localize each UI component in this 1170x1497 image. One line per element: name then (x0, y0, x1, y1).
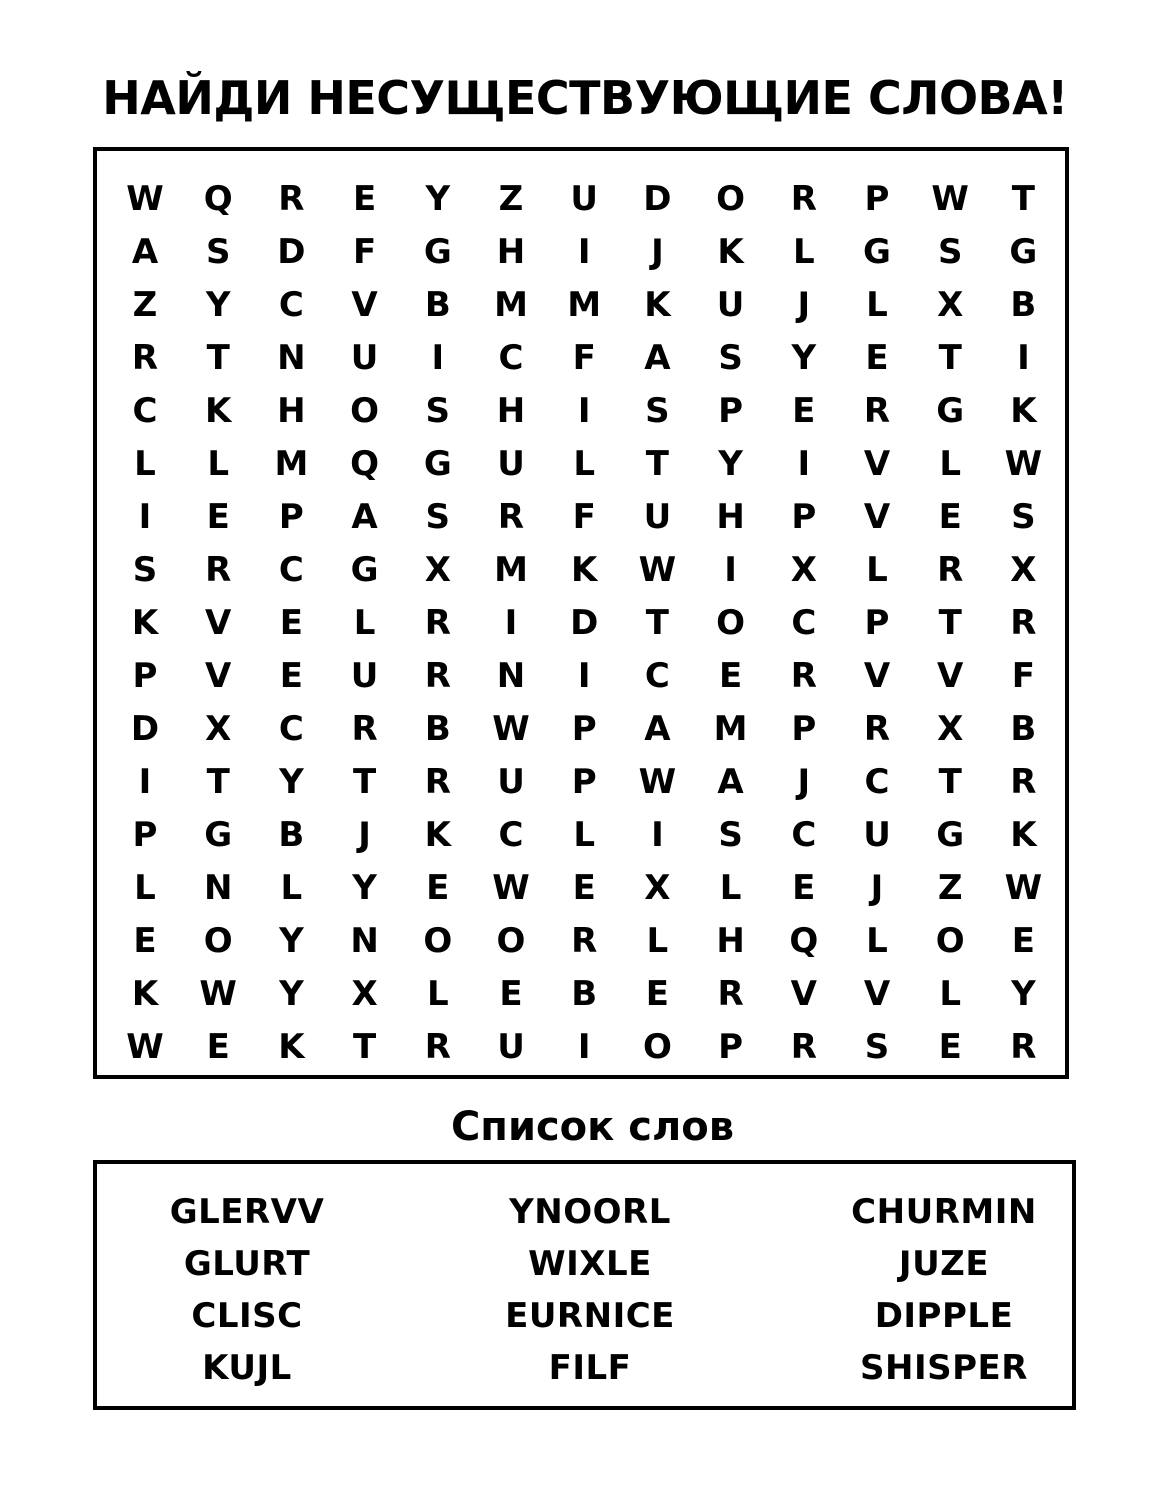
word-item: SHISPER (860, 1348, 1028, 1388)
grid-letter[interactable]: L (866, 921, 888, 961)
grid-letter[interactable]: L (207, 444, 230, 484)
grid-letter[interactable]: I (724, 550, 737, 590)
grid-letter[interactable]: R (863, 709, 891, 749)
grid-letter[interactable]: A (644, 338, 671, 378)
grid-letter[interactable]: E (206, 497, 230, 537)
grid-letter[interactable]: I (651, 815, 664, 855)
word-item: KUJL (202, 1348, 292, 1388)
grid-letter[interactable]: E (133, 921, 157, 961)
grid-letter[interactable]: P (864, 603, 890, 643)
grid-letter[interactable]: O (716, 179, 746, 219)
grid-letter[interactable]: R (278, 179, 305, 219)
grid-letter[interactable]: K (278, 1027, 305, 1067)
grid-letter[interactable]: A (351, 497, 378, 537)
grid-letter[interactable]: S (718, 338, 743, 378)
grid-letter[interactable]: X (937, 709, 964, 749)
grid-letter[interactable]: E (206, 1027, 230, 1067)
grid-letter[interactable]: Y (279, 762, 304, 802)
grid-letter[interactable]: K (644, 285, 671, 325)
grid-letter[interactable]: Y (1011, 974, 1036, 1014)
grid-letter[interactable]: T (938, 603, 962, 643)
grid-letter[interactable]: L (280, 868, 303, 908)
grid-letter[interactable]: D (130, 709, 160, 749)
grid-letter[interactable]: A (717, 762, 744, 802)
grid-letter[interactable]: C (791, 815, 817, 855)
grid-letter[interactable]: R (351, 709, 378, 749)
grid-letter[interactable]: U (497, 762, 525, 802)
grid-letter[interactable]: C (132, 391, 158, 431)
word-list-column-3 (794, 1186, 1094, 1394)
grid-letter[interactable]: T (645, 603, 669, 643)
grid-letter[interactable]: E (352, 179, 377, 219)
grid-letter[interactable]: T (938, 338, 962, 378)
grid-letter[interactable]: E (645, 974, 669, 1014)
grid-letter[interactable]: B (424, 285, 451, 325)
grid-letter[interactable]: K (1010, 391, 1037, 431)
grid-letter[interactable]: L (939, 974, 962, 1014)
letter-grid (93, 147, 1069, 1079)
word-item: CLISC (191, 1296, 303, 1336)
grid-letter[interactable]: G (863, 232, 891, 272)
grid-letter[interactable]: V (205, 656, 232, 696)
grid-letter[interactable]: V (351, 285, 378, 325)
grid-letter[interactable]: V (863, 656, 891, 696)
grid-letter[interactable]: L (353, 603, 376, 643)
word-item: DIPPLE (874, 1296, 1014, 1336)
grid-letter[interactable]: W (638, 550, 677, 590)
grid-letter[interactable]: D (570, 603, 599, 643)
word-list-box (93, 1160, 1076, 1410)
grid-letter[interactable]: R (424, 656, 451, 696)
grid-letter[interactable]: N (203, 868, 233, 908)
grid-letter[interactable]: R (131, 338, 159, 378)
grid-letter[interactable]: X (937, 285, 964, 325)
grid-letter[interactable]: I (504, 603, 518, 643)
grid-letter[interactable]: H (716, 497, 745, 537)
grid-letter[interactable]: L (866, 550, 888, 590)
grid-letter[interactable]: S (425, 497, 451, 537)
grid-letter[interactable]: C (278, 709, 304, 749)
grid-letter[interactable]: Y (279, 921, 304, 961)
grid-letter[interactable]: Y (279, 974, 304, 1014)
word-item: YNOORL (509, 1192, 671, 1232)
grid-letter[interactable]: P (571, 709, 597, 749)
grid-letter[interactable]: S (1011, 497, 1036, 537)
grid-letter[interactable]: S (205, 232, 231, 272)
grid-letter[interactable]: L (426, 974, 449, 1014)
grid-letter[interactable]: L (866, 285, 888, 325)
grid-letter[interactable]: F (352, 232, 377, 272)
grid-letter[interactable]: B (1010, 709, 1037, 749)
grid-letter[interactable]: B (424, 709, 451, 749)
grid-letter[interactable]: W (126, 1027, 164, 1067)
grid-letter[interactable]: J (870, 868, 884, 908)
grid-letter[interactable]: E (938, 1027, 962, 1067)
grid-letter[interactable]: K (205, 391, 232, 431)
grid-letter[interactable]: Q (350, 444, 380, 484)
grid-letter[interactable]: L (719, 868, 742, 908)
grid-letter[interactable]: O (496, 921, 526, 961)
grid-letter[interactable]: O (642, 1027, 672, 1067)
grid-letter[interactable]: I (138, 497, 152, 537)
grid-letter[interactable]: B (571, 974, 598, 1014)
grid-letter[interactable]: E (572, 868, 596, 908)
grid-letter[interactable]: X (1010, 550, 1037, 590)
grid-letter[interactable]: J (797, 285, 811, 325)
grid-letter[interactable]: T (206, 762, 230, 802)
grid-letter[interactable]: Y (425, 179, 451, 219)
grid-letter[interactable]: X (351, 974, 378, 1014)
grid-letter[interactable]: Y (352, 868, 377, 908)
grid-letter[interactable]: J (651, 232, 664, 272)
grid-letter[interactable]: P (132, 656, 158, 696)
grid-letter[interactable]: S (425, 391, 451, 431)
grid-letter[interactable]: L (646, 921, 669, 961)
grid-letter[interactable]: Y (791, 338, 817, 378)
grid-letter[interactable]: E (279, 656, 303, 696)
grid-letter[interactable]: G (204, 815, 233, 855)
grid-letter[interactable]: I (138, 762, 152, 802)
grid-letter[interactable]: U (716, 285, 745, 325)
grid-letter[interactable]: I (1017, 338, 1030, 378)
grid-letter[interactable]: M (494, 285, 528, 325)
grid-letter[interactable]: I (577, 656, 591, 696)
grid-letter[interactable]: R (1010, 762, 1037, 802)
grid-letter[interactable]: C (498, 815, 524, 855)
grid-letter[interactable]: G (1009, 232, 1038, 272)
grid-letter[interactable]: L (939, 444, 962, 484)
word-item: FILF (548, 1348, 632, 1388)
grid-letter[interactable]: W (126, 179, 164, 219)
grid-letter[interactable]: E (938, 497, 962, 537)
grid-letter[interactable]: N (350, 921, 379, 961)
word-item: GLERVV (169, 1192, 325, 1232)
grid-letter[interactable]: P (132, 815, 158, 855)
grid-letter[interactable]: R (497, 497, 525, 537)
grid-letter[interactable]: L (134, 444, 156, 484)
word-item: GLURT (183, 1244, 311, 1284)
grid-letter[interactable]: P (864, 179, 890, 219)
grid-letter[interactable]: J (358, 815, 371, 855)
word-list-column-2 (440, 1186, 740, 1394)
grid-letter[interactable]: V (863, 497, 891, 537)
grid-letter[interactable]: M (713, 709, 748, 749)
grid-letter[interactable]: R (1010, 1027, 1037, 1067)
grid-letter[interactable]: R (424, 762, 451, 802)
grid-letter[interactable]: P (278, 497, 304, 537)
grid-letter[interactable]: S (645, 391, 670, 431)
grid-letter[interactable]: K (1010, 815, 1037, 855)
grid-letter[interactable]: Q (203, 179, 233, 219)
grid-letter[interactable]: Y (718, 444, 743, 484)
grid-letter[interactable]: R (424, 1027, 451, 1067)
grid-letter[interactable]: X (205, 709, 232, 749)
grid-letter[interactable]: T (352, 1027, 377, 1067)
grid-letter[interactable]: L (573, 444, 596, 484)
grid-letter[interactable]: C (278, 550, 304, 590)
grid-letter[interactable]: J (797, 762, 811, 802)
grid-letter[interactable]: U (570, 179, 598, 219)
grid-letter[interactable]: K (131, 603, 159, 643)
grid-letter[interactable]: X (790, 550, 817, 590)
grid-letter[interactable]: V (937, 656, 964, 696)
grid-letter[interactable]: S (937, 232, 963, 272)
grid-letter[interactable]: F (572, 338, 596, 378)
word-list-heading: Список слов (450, 1104, 735, 1150)
word-item: EURNICE (505, 1296, 675, 1336)
grid-letter[interactable]: K (571, 550, 598, 590)
grid-letter[interactable]: V (863, 974, 891, 1014)
grid-letter[interactable]: O (203, 921, 233, 961)
grid-letter[interactable]: U (350, 338, 379, 378)
grid-letter[interactable]: D (277, 232, 306, 272)
grid-letter[interactable]: P (791, 497, 817, 537)
grid-letter[interactable]: V (863, 444, 891, 484)
grid-letter[interactable]: U (497, 1027, 525, 1067)
grid-letter[interactable]: T (352, 762, 377, 802)
grid-letter[interactable]: E (499, 974, 523, 1014)
grid-letter[interactable]: C (644, 656, 670, 696)
grid-letter[interactable]: R (937, 550, 964, 590)
grid-letter[interactable]: Q (789, 921, 819, 961)
grid-letter[interactable]: O (716, 603, 746, 643)
grid-letter[interactable]: G (423, 444, 452, 484)
grid-letter[interactable]: P (571, 762, 597, 802)
page-title: НАЙДИ НЕСУЩЕСТВУЮЩИЕ СЛОВА! (102, 71, 1068, 125)
grid-letter[interactable]: P (718, 1027, 744, 1067)
word-list-column-1 (97, 1186, 397, 1394)
word-item: WIXLE (528, 1244, 652, 1284)
grid-letter[interactable]: S (718, 815, 743, 855)
grid-letter[interactable]: O (423, 921, 453, 961)
grid-letter[interactable]: N (496, 656, 526, 696)
grid-letter[interactable]: Z (132, 285, 158, 325)
grid-letter[interactable]: G (423, 232, 452, 272)
grid-letter[interactable]: A (644, 709, 671, 749)
grid-letter[interactable]: L (573, 815, 596, 855)
grid-letter[interactable]: O (935, 921, 965, 961)
grid-letter[interactable]: W (1004, 444, 1043, 484)
grid-letter[interactable]: I (577, 1027, 591, 1067)
grid-letter[interactable]: E (792, 391, 816, 431)
grid-letter[interactable]: D (643, 179, 672, 219)
grid-letter[interactable]: M (494, 550, 528, 590)
grid-letter[interactable]: E (865, 338, 889, 378)
grid-letter[interactable]: I (577, 391, 591, 431)
grid-letter[interactable]: K (131, 974, 159, 1014)
grid-letter[interactable]: U (863, 815, 891, 855)
grid-letter[interactable]: W (1004, 868, 1043, 908)
grid-letter[interactable]: E (792, 868, 816, 908)
grid-letter[interactable]: W (931, 179, 969, 219)
grid-letter[interactable]: G (936, 391, 965, 431)
grid-letter[interactable]: R (571, 921, 598, 961)
grid-letter[interactable]: S (132, 550, 158, 590)
grid-letter[interactable]: W (638, 762, 677, 802)
grid-letter[interactable]: A (131, 232, 159, 272)
grid-letter[interactable]: P (791, 709, 817, 749)
word-item: CHURMIN (851, 1192, 1037, 1232)
grid-letter[interactable]: E (1011, 921, 1035, 961)
grid-letter[interactable]: Z (498, 179, 524, 219)
grid-letter[interactable]: R (863, 391, 891, 431)
grid-letter[interactable]: V (790, 974, 817, 1014)
grid-letter[interactable]: U (497, 444, 525, 484)
grid-letter[interactable]: G (936, 815, 965, 855)
grid-letter[interactable]: E (279, 603, 303, 643)
grid-letter[interactable]: K (424, 815, 451, 855)
grid-letter[interactable]: M (567, 285, 602, 325)
grid-letter[interactable]: C (864, 762, 890, 802)
grid-letter[interactable]: I (431, 338, 445, 378)
grid-letter[interactable]: R (790, 1027, 817, 1067)
grid-letter[interactable]: F (572, 497, 596, 537)
grid-letter[interactable]: U (643, 497, 672, 537)
grid-letter[interactable]: R (1010, 603, 1037, 643)
grid-letter[interactable]: W (199, 974, 237, 1014)
grid-letter[interactable]: W (492, 709, 530, 749)
grid-letter[interactable]: R (424, 603, 451, 643)
grid-letter[interactable]: R (717, 974, 744, 1014)
grid-letter[interactable]: T (206, 338, 230, 378)
grid-letter[interactable]: Y (205, 285, 231, 325)
grid-letter[interactable]: L (792, 232, 815, 272)
word-item: JUZE (898, 1244, 990, 1284)
grid-letter[interactable]: C (791, 603, 817, 643)
grid-letter[interactable]: V (205, 603, 232, 643)
grid-letter[interactable]: S (864, 1027, 890, 1067)
grid-letter[interactable]: T (645, 444, 669, 484)
grid-letter[interactable]: C (278, 285, 304, 325)
grid-letter[interactable]: T (1011, 179, 1035, 219)
grid-letter[interactable]: H (716, 921, 745, 961)
grid-letter[interactable]: X (424, 550, 451, 590)
grid-letter[interactable]: U (350, 656, 379, 696)
grid-letter[interactable]: F (1011, 656, 1035, 696)
grid-letter[interactable]: K (717, 232, 744, 272)
grid-letter[interactable]: R (205, 550, 232, 590)
grid-letter[interactable]: T (938, 762, 962, 802)
grid-letter[interactable]: W (492, 868, 530, 908)
grid-letter[interactable]: B (1010, 285, 1037, 325)
grid-letter[interactable]: B (278, 815, 305, 855)
grid-letter[interactable]: R (790, 656, 817, 696)
grid-letter[interactable]: G (350, 550, 379, 590)
grid-letter[interactable]: C (498, 338, 524, 378)
grid-letter[interactable]: Z (937, 868, 963, 908)
grid-letter[interactable]: H (277, 391, 306, 431)
grid-letter[interactable]: N (277, 338, 306, 378)
grid-letter[interactable]: H (496, 232, 526, 272)
grid-letter[interactable]: R (790, 179, 817, 219)
grid-letter[interactable]: X (644, 868, 671, 908)
grid-letter[interactable]: I (577, 232, 591, 272)
grid-letter[interactable]: P (718, 391, 744, 431)
grid-letter[interactable]: E (718, 656, 743, 696)
grid-letter[interactable]: M (274, 444, 309, 484)
grid-letter[interactable]: E (426, 868, 450, 908)
grid-letter[interactable]: L (134, 868, 156, 908)
grid-letter[interactable]: I (797, 444, 811, 484)
grid-letter[interactable]: H (496, 391, 526, 431)
grid-letter[interactable]: O (350, 391, 380, 431)
